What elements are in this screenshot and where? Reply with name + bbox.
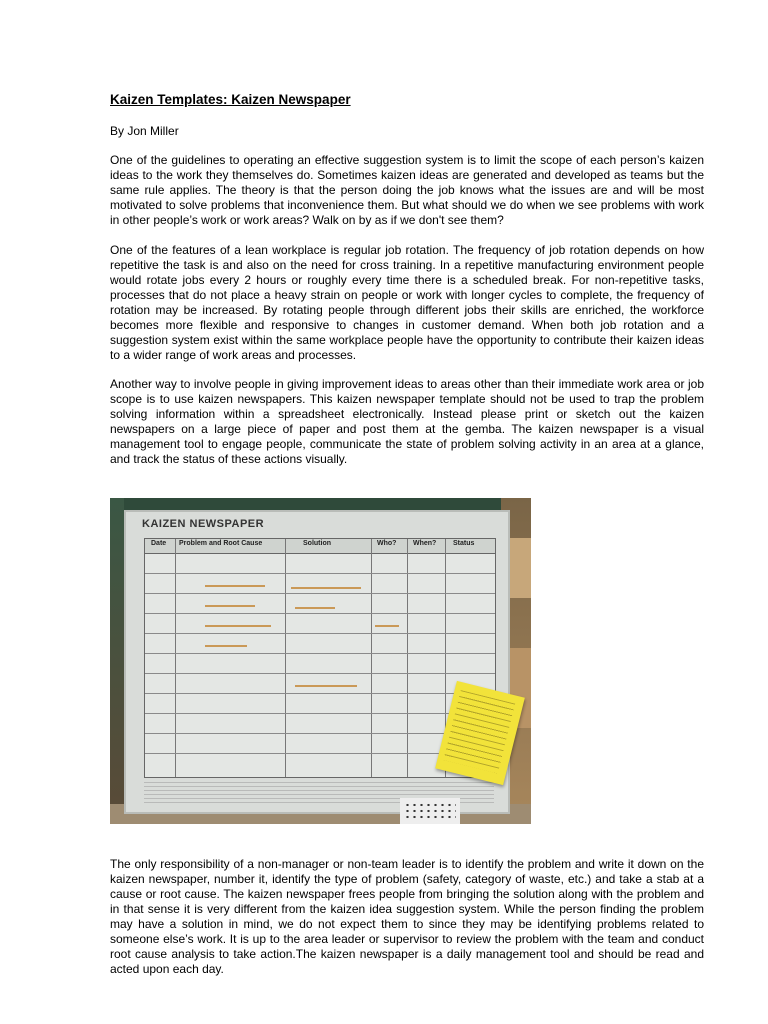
author-byline: By Jon Miller xyxy=(110,124,179,138)
grid-line xyxy=(145,653,495,654)
calendar-grid xyxy=(404,802,456,820)
document-title: Kaizen Templates: Kaizen Newspaper xyxy=(110,92,351,107)
handwriting xyxy=(291,587,361,589)
sticky-note-writing xyxy=(443,690,515,773)
paragraph-4: The only responsibility of a non-manager or non-team leader is to identify the problem and write it down on the kaizen newspaper, number it, identify the type of problem (safety, category of waste, etc.) and take a stab at a cause or root cause. The kaizen newspaper frees people from bringing the solution along with the problem and in that sense it is very different from the kaizen idea suggestion system. While the person finding the problem may have a solution in mind, we do not expect them to since they may be identifying problems related to someone else’s work. It is up to the area leader or supervisor to review the problem with the team and conduct root cause analysis to take action.The kaizen newspaper is a daily management tool and should be read and acted upon each day. xyxy=(110,857,704,976)
column-who: Who? xyxy=(377,540,397,547)
paragraph-1: One of the guidelines to operating an effective suggestion system is to limit the scope of each person’s kaizen ideas to the work they themselves do. Sometimes kaizen ideas are generated and developed as teams but the same rule applies. The theory is that the person doing the job knows what the issues are and will be most motivated to solve problems that inconvenience them. But what should we do when we see problems with work in other people’s work or work areas? Walk on by as if we don't see them? xyxy=(110,153,704,227)
handwriting xyxy=(205,605,255,607)
column-solution: Solution xyxy=(303,540,331,547)
kaizen-newspaper-photo xyxy=(110,498,531,824)
grid-line xyxy=(145,573,495,574)
shelf-post-left xyxy=(110,498,124,824)
calendar xyxy=(400,798,460,824)
grid-line xyxy=(145,593,495,594)
handwriting xyxy=(295,607,335,609)
handwriting xyxy=(205,645,247,647)
grid-line xyxy=(145,633,495,634)
cardboard-box xyxy=(507,538,531,598)
grid-line xyxy=(145,693,495,694)
column-when: When? xyxy=(413,540,437,547)
handwriting xyxy=(375,625,399,627)
column-status: Status xyxy=(453,540,475,547)
column-problem: Problem and Root Cause xyxy=(179,540,263,547)
handwriting xyxy=(295,685,357,687)
grid-line xyxy=(371,539,372,777)
grid-line xyxy=(145,713,495,714)
grid-header xyxy=(145,539,495,554)
grid-line xyxy=(407,539,408,777)
grid-line xyxy=(175,539,176,777)
board-title: KAIZEN NEWSPAPER xyxy=(142,518,265,530)
paragraph-3: Another way to involve people in giving improvement ideas to areas other than their immediate work area or job scope is to use kaizen newspapers. This kaizen newspaper template should not be used to trap the problem solving information within a spreadsheet electronically. Instead please print or sketch out the kaizen newspapers on a large piece of paper and post them at the gemba. The kaizen newspaper is a visual management tool to engage people, communicate the state of problem solving activity in an area at a glance, and track the status of these actions visually. xyxy=(110,377,704,466)
paragraph-2: One of the features of a lean workplace is regular job rotation. The frequency of job rotation depends on how repetitive the task is and also on the need for cross training. In a repetitive manufacturing environment people would rotate jobs every 2 hours or roughly every time there is a scheduled break. For non-repetitive tasks, processes that do not place a heavy strain on people or work with longer cycles to complete, the frequency of rotation may be increased. By rotating people through different jobs their skills are enriched, the workforce becomes more flexible and responsive to changes in customer demand. When both job rotation and a suggestion system exist within the same workplace people have the opportunity to contribute their kaizen ideas to a wider range of work areas and processes. xyxy=(110,243,704,362)
handwriting xyxy=(205,625,271,627)
grid-line xyxy=(145,613,495,614)
grid-line xyxy=(285,539,286,777)
grid-line xyxy=(145,673,495,674)
handwriting xyxy=(205,585,265,587)
column-date: Date xyxy=(151,540,167,547)
